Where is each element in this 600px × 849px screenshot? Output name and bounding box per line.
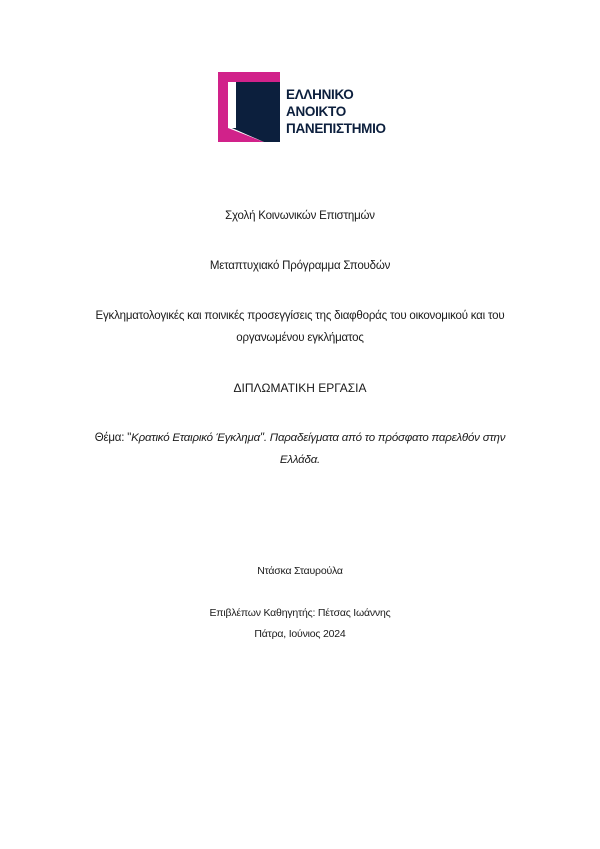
thesis-label: ΔΙΠΛΩΜΑΤΙΚΗ ΕΡΓΑΣΙΑ <box>233 381 367 395</box>
topic-title: Κρατικό Εταιρικό Έγκλημα". Παραδείγματα από το πρόσφατο παρελθόν στην <box>131 432 506 444</box>
logo-line-2: ΑΝΟΙΚΤΟ <box>286 104 346 119</box>
logo-line-3: ΠΑΝΕΠΙΣΤΗΜΙΟ <box>286 121 386 136</box>
program-name: Μεταπτυχιακό Πρόγραμμα Σπουδών <box>209 260 391 272</box>
logo-line-1: ΕΛΛΗΝΙΚΟ <box>286 87 354 102</box>
place-date: Πάτρα, Ιούνιος 2024 <box>254 628 346 640</box>
topic-line-1 <box>0 430 600 447</box>
logo-mark-icon <box>218 72 280 142</box>
school-name: Σχολή Κοινωνικών Επιστημών <box>225 210 375 222</box>
specialization-line-1: Εγκληματολογικές και ποινικές προσεγγίσεις της διαφθοράς του οικονομικού και του <box>95 310 505 322</box>
specialization-line-2: οργανωμένου εγκλήματος <box>236 332 364 344</box>
logo-wordmark <box>286 86 386 137</box>
supervisor: Επιβλέπων Καθηγητής: Πέτσας Ιωάννης <box>209 607 391 619</box>
topic-prefix: Θέμα: " <box>94 432 132 444</box>
author-name: Ντάσκα Σταυρούλα <box>257 565 343 577</box>
university-logo <box>218 72 408 144</box>
topic-line-2: Ελλάδα. <box>279 454 321 466</box>
